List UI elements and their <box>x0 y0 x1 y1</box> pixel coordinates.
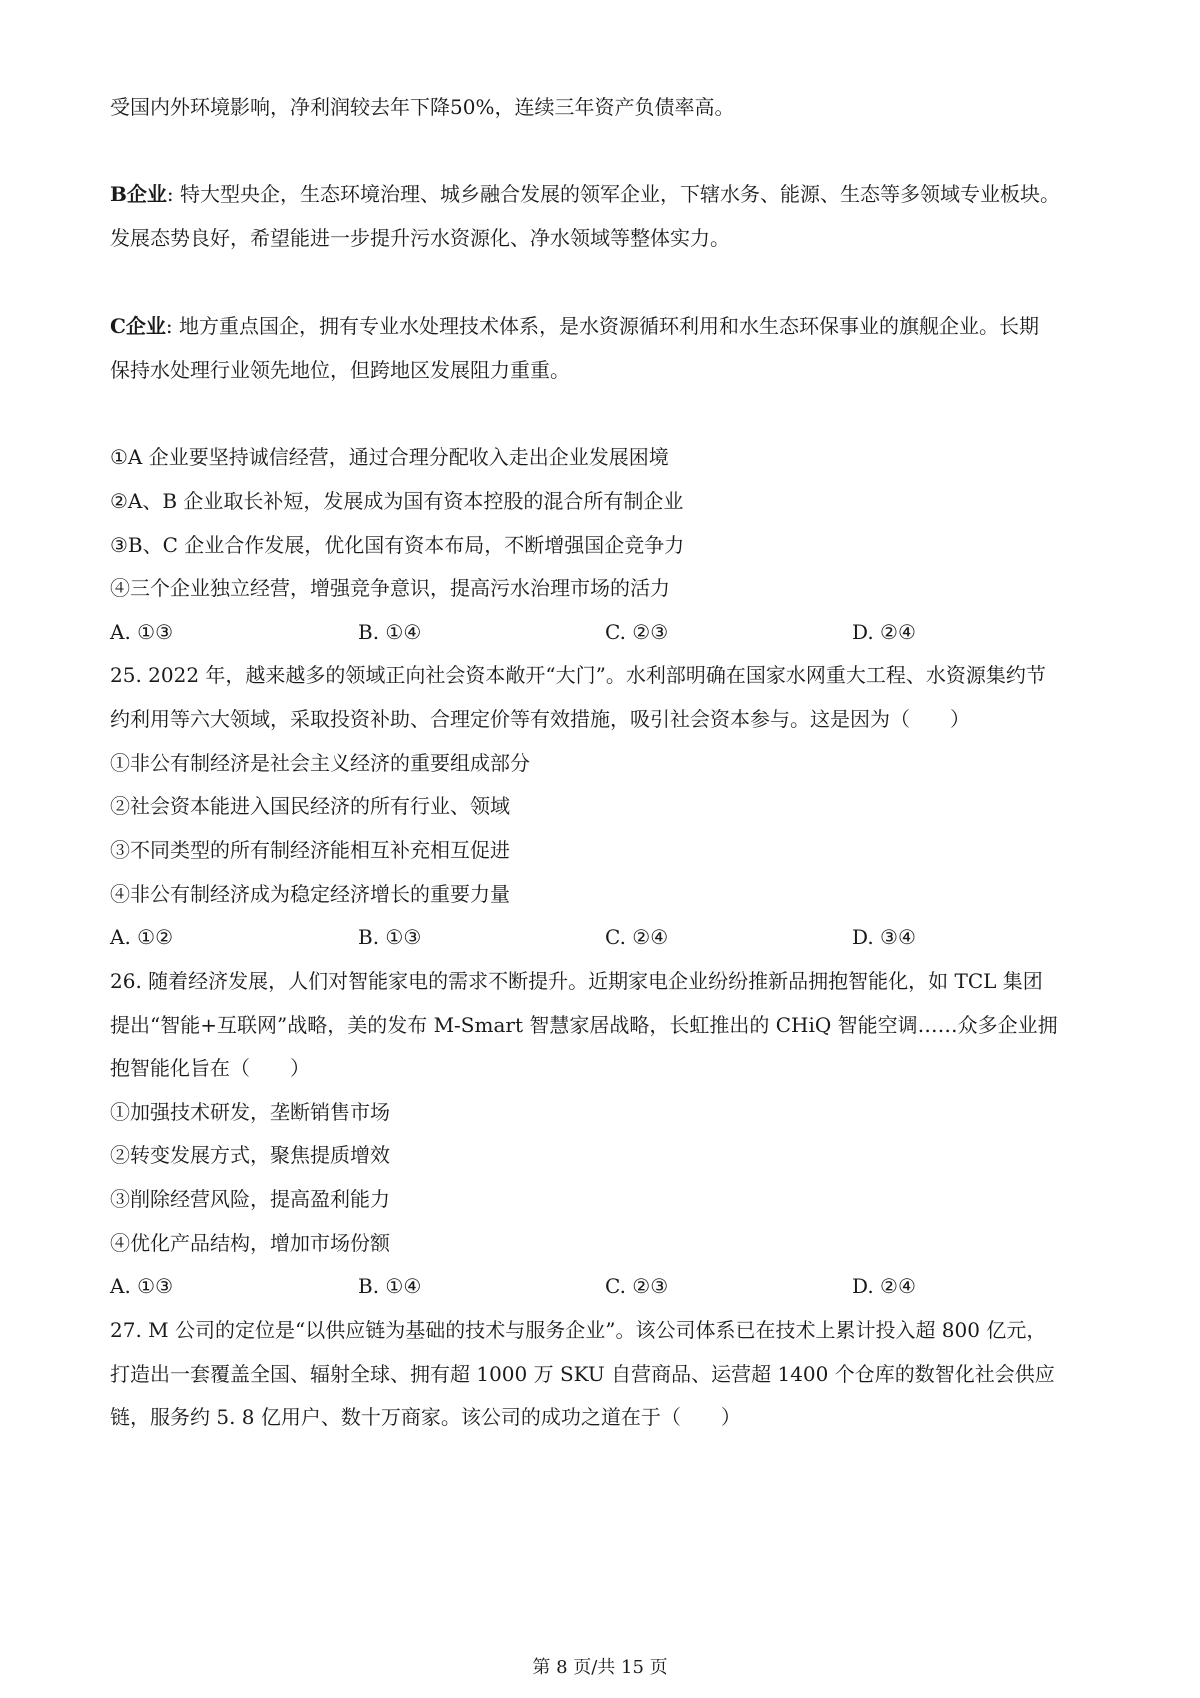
q27-stem-line-3: 链，服务约 5. 8 亿用户、数十万商家。该公司的成功之道在于（ ） <box>110 1405 741 1429</box>
enterprise-b-text-1: : 特大型央企，生态环境治理、城乡融合发展的领军企业，下辖水务、能源、生态等多领域专业板块。 <box>166 182 1061 206</box>
enterprise-c-text-1: : 地方重点国企，拥有专业水处理技术体系，是水资源循环利用和水生态环保事业的旗舰企业。长期 <box>165 314 1040 338</box>
q27-stem-line-1: 27. M 公司的定位是“以供应链为基础的技术与服务企业”。该公司体系已在技术上累计投入超 800 亿元， <box>110 1318 1047 1342</box>
page-number-footer: 第 8 页/共 15 页 <box>532 1657 668 1678</box>
q26-option-d: D. ②④ <box>852 1274 916 1298</box>
enterprise-c-line-1 <box>110 312 1110 340</box>
q27-stem-line-2: 打造出一套覆盖全国、辐射全球、拥有超 1000 万 SKU 自营商品、运营超 1400 个仓库的数智化社会供应 <box>110 1362 1055 1386</box>
enterprise-b-line-1 <box>110 180 1110 208</box>
q25-item-1: ①非公有制经济是社会主义经济的重要组成部分 <box>110 751 530 775</box>
q24-option-d: D. ②④ <box>852 620 916 644</box>
q25-item-4: ④非公有制经济成为稳定经济增长的重要力量 <box>110 882 510 906</box>
q24-option-c: C. ②③ <box>605 620 669 644</box>
q25-stem-line-1: 25. 2022 年，越来越多的领域正向社会资本敞开“大门”。水利部明确在国家水网重大工程、水资源集约节 <box>110 663 1046 687</box>
q26-stem-line-2: 提出“智能+互联网”战略，美的发布 M-Smart 智慧家居战略，长虹推出的 CHiQ 智能空调……众多企业拥 <box>110 1013 1058 1037</box>
enterprise-b-label: B企业 <box>110 182 167 206</box>
q24-option-b: B. ①④ <box>358 620 422 644</box>
q26-option-b: B. ①④ <box>358 1274 422 1298</box>
q26-option-a: A. ①③ <box>110 1274 174 1298</box>
intro-line: 受国内外环境影响，净利润较去年下降50%，连续三年资产负债率高。 <box>110 95 735 119</box>
q24-item-3: ③B、C 企业合作发展，优化国有资本布局，不断增强国企竞争力 <box>110 533 685 557</box>
q24-item-2: ②A、B 企业取长补短，发展成为国有资本控股的混合所有制企业 <box>110 489 684 513</box>
enterprise-c-label: C企业 <box>110 314 166 338</box>
q26-item-1: ①加强技术研发，垄断销售市场 <box>110 1100 390 1124</box>
q26-item-4: ④优化产品结构，增加市场份额 <box>110 1231 390 1255</box>
q24-item-1: ①A 企业要坚持诚信经营，通过合理分配收入走出企业发展困境 <box>110 445 669 469</box>
q24-option-a: A. ①③ <box>110 620 174 644</box>
q25-option-c: C. ②④ <box>605 925 669 949</box>
q25-option-b: B. ①③ <box>358 925 422 949</box>
q26-option-c: C. ②③ <box>605 1274 669 1298</box>
q25-option-a: A. ①② <box>110 925 174 949</box>
enterprise-c-line-2: 保持水处理行业领先地位，但跨地区发展阻力重重。 <box>110 358 570 382</box>
q26-item-3: ③削除经营风险，提高盈利能力 <box>110 1187 390 1211</box>
q25-item-3: ③不同类型的所有制经济能相互补充相互促进 <box>110 838 510 862</box>
q26-stem-line-1: 26. 随着经济发展，人们对智能家电的需求不断提升。近期家电企业纷纷推新品拥抱智能化，如 TCL 集团 <box>110 969 1043 993</box>
q26-stem-line-3: 抱智能化旨在（ ） <box>110 1056 310 1080</box>
q25-item-2: ②社会资本能进入国民经济的所有行业、领域 <box>110 794 510 818</box>
q26-item-2: ②转变发展方式，聚焦提质增效 <box>110 1143 390 1167</box>
q25-option-d: D. ③④ <box>852 925 916 949</box>
q25-stem-line-2: 约利用等六大领域，采取投资补助、合理定价等有效措施，吸引社会资本参与。这是因为（ ） <box>110 707 970 731</box>
enterprise-b-line-2: 发展态势良好，希望能进一步提升污水资源化、净水领域等整体实力。 <box>110 226 730 250</box>
q24-item-4: ④三个企业独立经营，增强竞争意识，提高污水治理市场的活力 <box>110 576 670 600</box>
